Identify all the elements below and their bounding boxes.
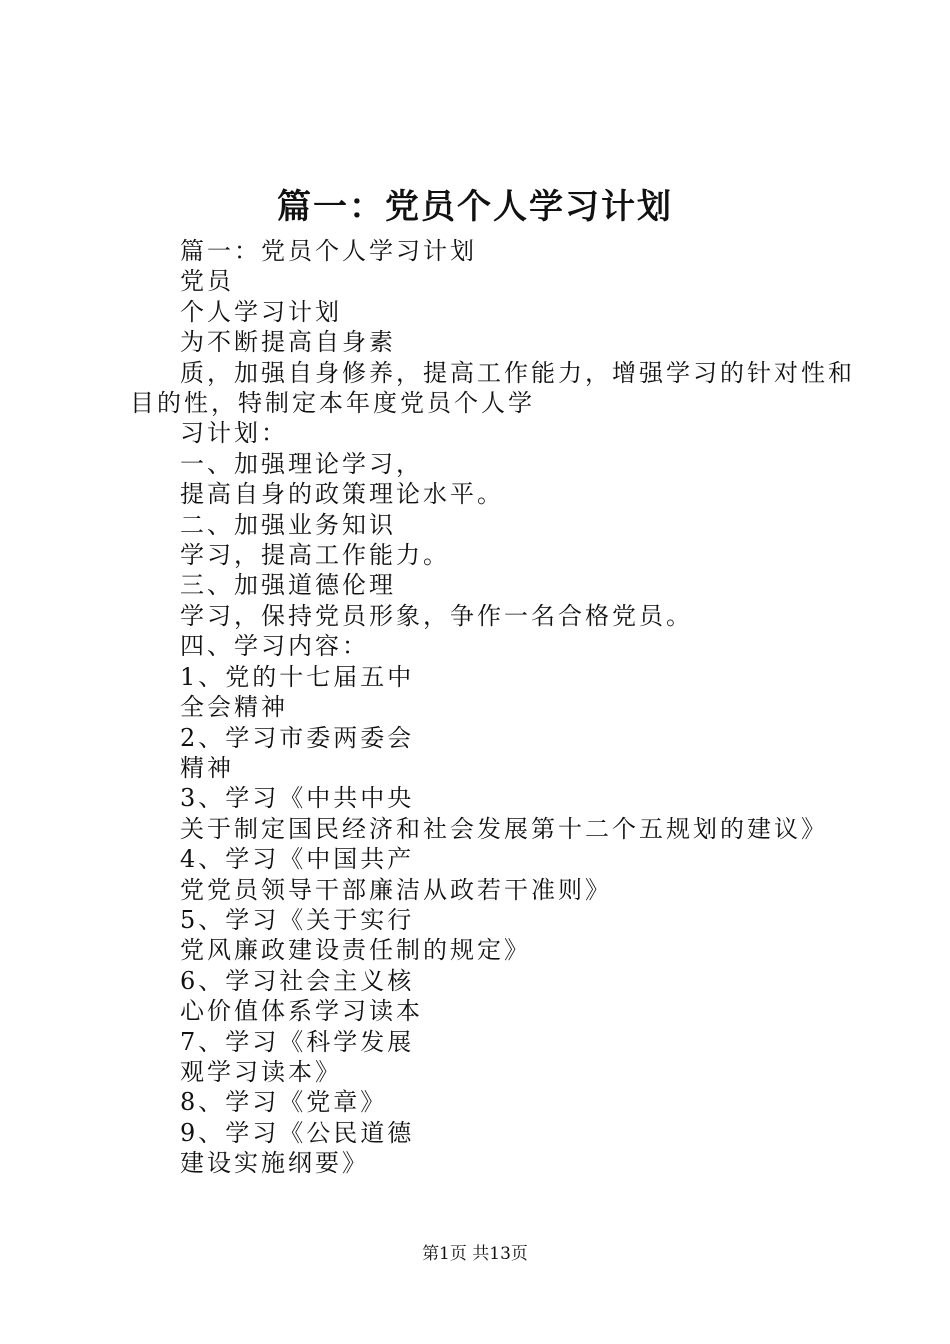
- body-line: 习计划：: [180, 419, 288, 448]
- body-line: 7、学习《科学发展: [180, 1027, 415, 1056]
- page-footer: 第1页 共13页: [422, 1244, 528, 1264]
- body-line: 党风廉政建设责任制的规定》: [180, 936, 531, 965]
- body-line: 三、加强道德伦理: [180, 571, 396, 600]
- body-line: 8、学习《党章》: [180, 1088, 388, 1117]
- body-line: 四、学习内容：: [180, 632, 369, 661]
- body-line: 1、党的十七届五中: [180, 662, 415, 691]
- body-line: 4、学习《中国共产: [180, 845, 415, 874]
- body-line: 9、学习《公民道德: [180, 1118, 415, 1147]
- body-line: 精神: [180, 753, 234, 782]
- body-line: 为不断提高自身素: [180, 328, 396, 357]
- body-line: 个人学习计划: [180, 297, 342, 326]
- body-line: 2、学习市委两委会: [180, 723, 415, 752]
- body-line-continuation: 目的性，特制定本年度党员个人学: [130, 389, 535, 418]
- document-body: [130, 236, 855, 1179]
- body-line: 观学习读本》: [180, 1057, 342, 1086]
- body-line: 党员: [180, 267, 234, 296]
- body-line: 3、学习《中共中央: [180, 784, 415, 813]
- body-line: 质，加强自身修养，提高工作能力，增强学习的针对性和: [180, 358, 855, 387]
- body-line: 党党员领导干部廉洁从政若干准则》: [180, 875, 612, 904]
- body-line: 篇一：党员个人学习计划: [180, 237, 477, 265]
- body-line: 二、加强业务知识: [180, 510, 396, 539]
- body-line: 建设实施纲要》: [180, 1149, 369, 1178]
- body-line: 学习，提高工作能力。: [180, 541, 450, 570]
- body-line: 提高自身的政策理论水平。: [180, 480, 504, 509]
- body-line: 5、学习《关于实行: [180, 905, 415, 934]
- document-title: 篇一：党员个人学习计划: [277, 187, 673, 227]
- body-line: 心价值体系学习读本: [180, 997, 423, 1026]
- body-line: 学习，保持党员形象，争作一名合格党员。: [180, 601, 693, 630]
- body-line: 6、学习社会主义核: [180, 966, 415, 995]
- body-line: 关于制定国民经济和社会发展第十二个五规划的建议》: [180, 814, 828, 843]
- body-line: 全会精神: [180, 693, 288, 722]
- body-line: 一、加强理论学习，: [180, 449, 423, 478]
